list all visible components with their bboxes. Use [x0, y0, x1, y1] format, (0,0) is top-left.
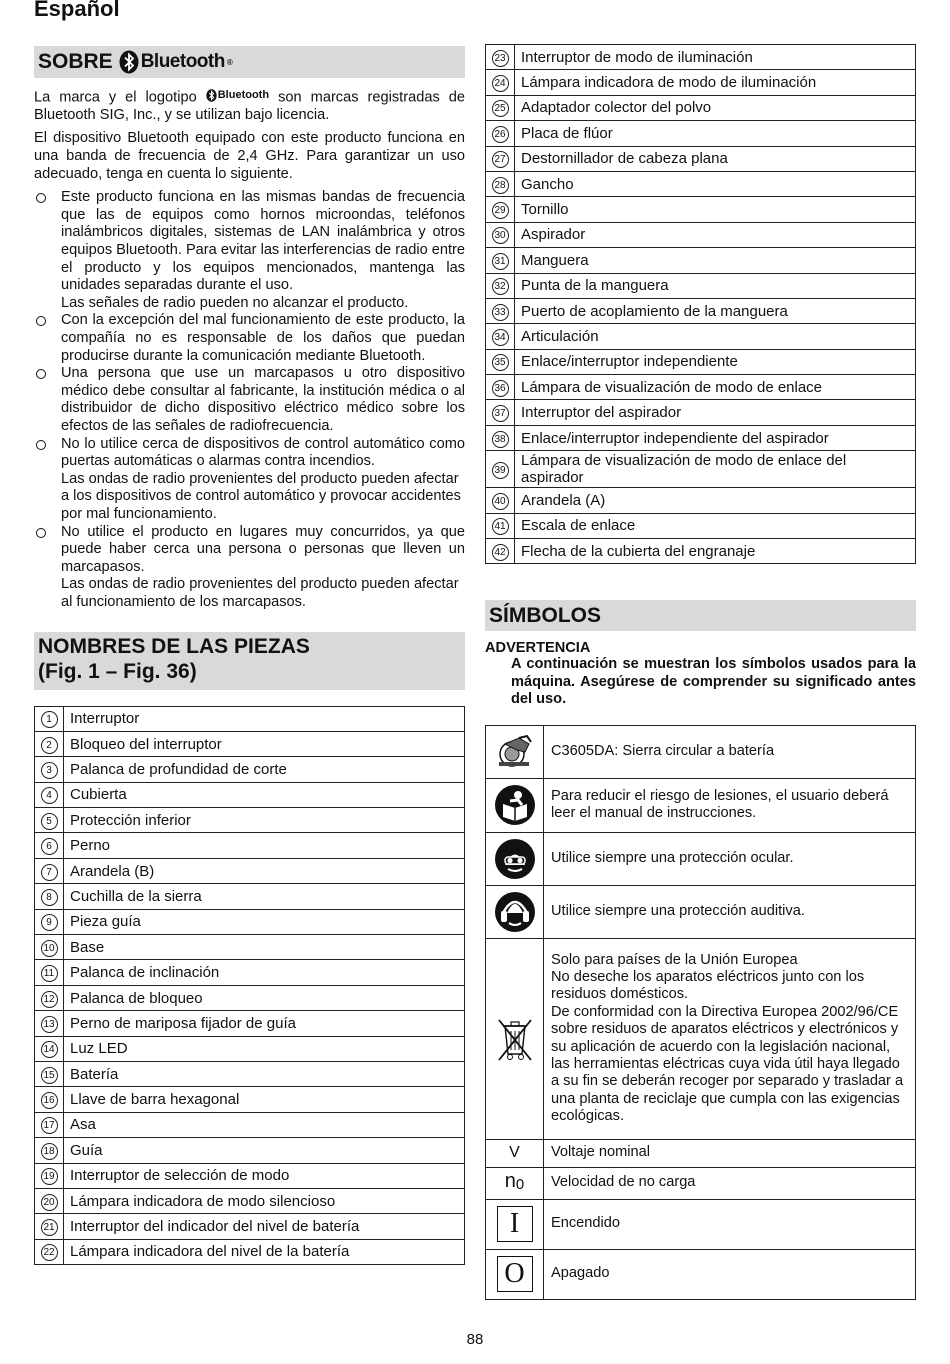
part-number-badge: 36	[492, 380, 509, 397]
part-name: Palanca de profundidad de corte	[64, 757, 465, 782]
part-number-cell	[486, 197, 515, 222]
bluetooth-rune-small-icon	[206, 89, 217, 102]
part-number-cell	[486, 539, 515, 564]
part-name: Pieza guía	[64, 909, 465, 934]
symbol-description: Utilice siempre una protección ocular.	[544, 832, 916, 885]
part-number-badge: 9	[41, 914, 58, 931]
part-number-badge: 37	[492, 405, 509, 422]
symbol-row	[486, 725, 916, 778]
part-name: Interruptor	[64, 706, 465, 731]
part-name: Batería	[64, 1061, 465, 1086]
part-number-cell	[486, 298, 515, 323]
part-number-badge: 33	[492, 304, 509, 321]
symbols-section-heading: SÍMBOLOS	[485, 600, 916, 631]
precaution-note: Las señales de radio pueden no alcanzar el producto.	[61, 294, 409, 311]
part-number-badge: 40	[492, 493, 509, 510]
part-number-cell	[35, 1138, 64, 1163]
part-number-badge: 39	[492, 462, 509, 479]
precaution-item: Con la excepción del mal funcionamiento de este producto, la compañía no es responsable de los daños que puedan producirse durante la comunicación mediante Bluetooth.	[34, 312, 465, 365]
part-name: Cuchilla de la sierra	[64, 884, 465, 909]
symbol-row	[486, 938, 916, 1139]
part-number-badge: 5	[41, 813, 58, 830]
trademark-text-after: son marcas registradas de Bluetooth SIG, Inc., y se utilizan bajo licencia.	[34, 89, 466, 123]
language-heading: Español	[34, 0, 120, 21]
part-row	[486, 425, 916, 450]
symbol-row	[486, 832, 916, 885]
part-name: Perno	[64, 833, 465, 858]
part-number-cell	[486, 248, 515, 273]
part-name: Enlace/interruptor independiente del aspirador	[515, 425, 916, 450]
part-row	[35, 833, 465, 858]
part-row	[35, 985, 465, 1010]
part-row	[486, 171, 916, 196]
bluetooth-section-heading	[34, 46, 465, 78]
part-name: Manguera	[515, 248, 916, 273]
symbol-description: Velocidad de no carga	[544, 1167, 916, 1199]
switch-off-symbol: O	[486, 1249, 544, 1299]
part-name: Luz LED	[64, 1036, 465, 1061]
part-name: Llave de barra hexagonal	[64, 1087, 465, 1112]
weee-line: No deseche los aparatos eléctricos junto con los residuos domésticos.	[551, 969, 865, 1003]
part-row	[486, 70, 916, 95]
read-manual-icon	[486, 778, 544, 832]
part-number-badge: 30	[492, 227, 509, 244]
part-row	[35, 808, 465, 833]
part-name: Punta de la manguera	[515, 273, 916, 298]
part-row	[35, 909, 465, 934]
part-number-cell	[486, 222, 515, 247]
bluetooth-precautions-list	[34, 189, 465, 611]
part-number-cell	[486, 513, 515, 538]
part-row	[486, 248, 916, 273]
part-number-badge: 8	[41, 889, 58, 906]
symbol-description: Encendido	[544, 1199, 916, 1249]
part-name: Lámpara indicadora de modo silencioso	[64, 1188, 465, 1213]
part-name: Articulación	[515, 324, 916, 349]
part-row	[35, 731, 465, 756]
warning-title: ADVERTENCIA	[485, 640, 591, 657]
part-row	[35, 1112, 465, 1137]
part-number-badge: 1	[41, 711, 58, 728]
part-number-badge: 14	[41, 1041, 58, 1058]
part-number-badge: 35	[492, 354, 509, 371]
part-number-cell	[35, 884, 64, 909]
part-name: Protección inferior	[64, 808, 465, 833]
part-number-cell	[35, 808, 64, 833]
part-number-badge: 16	[41, 1092, 58, 1109]
part-number-cell	[35, 1239, 64, 1264]
parts-table-left	[34, 706, 465, 1266]
bluetooth-logo: Bluetooth ®	[119, 50, 233, 74]
part-number-cell	[35, 833, 64, 858]
symbol-description: Apagado	[544, 1249, 916, 1299]
part-name: Lámpara indicadora de modo de iluminación	[515, 70, 916, 95]
part-row	[35, 782, 465, 807]
part-row	[486, 222, 916, 247]
bluetooth-heading-prefix: SOBRE	[38, 50, 113, 73]
part-row	[35, 1138, 465, 1163]
part-row	[486, 197, 916, 222]
part-row	[35, 884, 465, 909]
part-name: Arandela (B)	[64, 858, 465, 883]
part-number-badge: 7	[41, 864, 58, 881]
part-name: Aspirador	[515, 222, 916, 247]
part-number-cell	[35, 731, 64, 756]
part-number-cell	[35, 985, 64, 1010]
part-row	[486, 273, 916, 298]
part-number-cell	[486, 171, 515, 196]
left-column	[34, 46, 465, 1265]
part-name: Adaptador colector del polvo	[515, 95, 916, 120]
bluetooth-logo-text: Bluetooth	[140, 51, 225, 72]
part-row	[35, 757, 465, 782]
part-number-badge: 4	[41, 787, 58, 804]
part-name: Asa	[64, 1112, 465, 1137]
weee-bin-icon	[486, 938, 544, 1139]
switch-on-symbol: I	[486, 1199, 544, 1249]
part-name: Enlace/interruptor independiente	[515, 349, 916, 374]
part-number-badge: 23	[492, 50, 509, 67]
part-number-badge: 27	[492, 151, 509, 168]
part-number-cell	[35, 1036, 64, 1061]
precaution-note: Las ondas de radio provenientes del producto pueden afectar al funcionamiento de los marcapasos.	[61, 576, 459, 610]
part-row	[35, 1214, 465, 1239]
precaution-item: No utilice el producto en lugares muy concurridos, ya que puede haber cerca una persona o personas que lleven un marcapasos. Las ondas de radio provenientes del producto pueden afectar al funcionamiento de los marcapasos.	[34, 524, 465, 612]
part-name: Interruptor del aspirador	[515, 400, 916, 425]
part-number-cell	[35, 1087, 64, 1112]
part-number-badge: 24	[492, 75, 509, 92]
part-name: Palanca de bloqueo	[64, 985, 465, 1010]
part-row	[486, 324, 916, 349]
part-number-badge: 18	[41, 1143, 58, 1160]
part-number-cell	[486, 425, 515, 450]
part-row	[35, 935, 465, 960]
symbol-row	[486, 1139, 916, 1167]
part-row	[486, 488, 916, 513]
part-name: Perno de mariposa fijador de guía	[64, 1011, 465, 1036]
part-row	[486, 539, 916, 564]
part-name: Placa de flúor	[515, 121, 916, 146]
part-number-cell	[35, 706, 64, 731]
trademark-text-before: La marca y el logotipo	[34, 89, 197, 106]
part-number-badge: 41	[492, 518, 509, 535]
part-name: Destornillador de cabeza plana	[515, 146, 916, 171]
part-number-badge: 3	[41, 762, 58, 779]
voltage-symbol: V	[486, 1139, 544, 1167]
part-number-cell	[486, 349, 515, 374]
part-number-badge: 20	[41, 1194, 58, 1211]
warning-text: A continuación se muestran los símbolos usados para la máquina. Asegúrese de comprender su significado antes del uso.	[511, 656, 916, 708]
part-number-cell	[486, 121, 515, 146]
part-number-badge: 32	[492, 278, 509, 295]
eye-protection-icon	[486, 832, 544, 885]
part-row	[486, 45, 916, 70]
part-number-cell	[486, 451, 515, 488]
parts-section-heading	[34, 632, 465, 690]
bluetooth-trademark-paragraph	[34, 87, 465, 124]
part-number-cell	[35, 960, 64, 985]
symbol-description: Para reducir el riesgo de lesiones, el usuario deberá leer el manual de instrucciones.	[544, 778, 916, 832]
symbol-description-weee	[544, 938, 916, 1139]
part-number-cell	[35, 757, 64, 782]
part-row	[35, 858, 465, 883]
part-row	[35, 1061, 465, 1086]
part-name: Guía	[64, 1138, 465, 1163]
part-number-badge: 6	[41, 838, 58, 855]
part-number-cell	[486, 70, 515, 95]
part-row	[35, 1036, 465, 1061]
part-number-badge: 15	[41, 1067, 58, 1084]
parts-heading-line1: NOMBRES DE LAS PIEZAS	[38, 634, 310, 658]
part-number-badge: 13	[41, 1016, 58, 1033]
part-name: Lámpara de visualización de modo de enlace del aspirador	[515, 451, 916, 488]
part-number-badge: 22	[41, 1244, 58, 1261]
part-row	[486, 146, 916, 171]
part-name: Flecha de la cubierta del engranaje	[515, 539, 916, 564]
part-name: Gancho	[515, 171, 916, 196]
part-name: Escala de enlace	[515, 513, 916, 538]
part-row	[35, 1087, 465, 1112]
parts-heading-line2: (Fig. 1 – Fig. 36)	[38, 659, 197, 683]
bluetooth-inline-logo	[206, 87, 269, 105]
part-row	[486, 451, 916, 488]
part-name: Cubierta	[64, 782, 465, 807]
part-name: Base	[64, 935, 465, 960]
part-number-cell	[486, 45, 515, 70]
part-number-badge: 11	[41, 965, 58, 982]
part-number-cell	[486, 324, 515, 349]
bluetooth-frequency-paragraph: El dispositivo Bluetooth equipado con este producto funciona en una banda de frecuencia de 2,4 GHz. Para garantizar un uso adecuado, tenga en cuenta lo siguiente.	[34, 130, 465, 182]
part-number-badge: 2	[41, 737, 58, 754]
part-row	[35, 706, 465, 731]
part-number-badge: 26	[492, 126, 509, 143]
part-number-cell	[35, 1214, 64, 1239]
page-number: 88	[466, 1331, 484, 1348]
part-number-badge: 25	[492, 100, 509, 117]
part-row	[486, 95, 916, 120]
part-number-badge: 19	[41, 1168, 58, 1185]
symbol-row	[486, 885, 916, 938]
part-number-cell	[35, 858, 64, 883]
part-row	[486, 349, 916, 374]
precaution-item: No lo utilice cerca de dispositivos de control automático como puertas automáticas o alarmas contra incendios. Las ondas de radio provenientes del producto pueden afectar a los dispositivos de control automático y provocar accidentes por mal funcionamiento.	[34, 436, 465, 524]
part-row	[486, 298, 916, 323]
part-number-cell	[486, 488, 515, 513]
part-number-badge: 21	[41, 1219, 58, 1236]
right-column	[485, 44, 916, 1300]
parts-table-right	[485, 44, 916, 564]
precaution-item: Este producto funciona en las mismas bandas de frecuencia que las de equipos como hornos microondas, teléfonos inalámbricos digitales, sistemas de LAN inalámbrica y otros equipos Bluetooth. Para evitar las interferencias de radio entre el producto y los equipos mencionados, mantenga las unidades separadas durante el uso. Las señales de radio pueden no alcanzar el producto.	[34, 189, 465, 312]
part-row	[35, 1239, 465, 1264]
part-number-badge: 17	[41, 1117, 58, 1134]
part-number-badge: 34	[492, 329, 509, 346]
part-number-cell	[35, 909, 64, 934]
part-name: Interruptor del indicador del nivel de batería	[64, 1214, 465, 1239]
part-name: Lámpara indicadora del nivel de la batería	[64, 1239, 465, 1264]
part-row	[486, 400, 916, 425]
symbol-row	[486, 778, 916, 832]
part-name: Palanca de inclinación	[64, 960, 465, 985]
part-number-cell	[35, 1163, 64, 1188]
circular-saw-icon	[486, 725, 544, 778]
weee-line: Solo para países de la Unión Europea	[551, 951, 798, 968]
part-row	[486, 513, 916, 538]
part-number-badge: 10	[41, 940, 58, 957]
symbol-row	[486, 1249, 916, 1299]
part-number-cell	[35, 782, 64, 807]
part-number-cell	[35, 1061, 64, 1086]
part-row	[35, 1011, 465, 1036]
symbol-description: Utilice siempre una protección auditiva.	[544, 885, 916, 938]
part-number-cell	[35, 1112, 64, 1137]
part-name: Puerto de acoplamiento de la manguera	[515, 298, 916, 323]
part-number-cell	[486, 400, 515, 425]
no-load-speed-symbol: $n_0$	[486, 1167, 544, 1199]
precaution-note: Las ondas de radio provenientes del producto pueden afectar a los dispositivos de control automático y provocar accidentes por mal funcionamiento.	[61, 470, 461, 522]
precaution-item: Una persona que use un marcapasos u otro dispositivo médico debe consultar al fabricante, la institución médica o al distribuidor de dicho dispositivo eléctrico médico sobre los efectos de las señales de radiofrecuencia.	[34, 365, 465, 435]
part-name: Interruptor de modo de iluminación	[515, 45, 916, 70]
symbol-row	[486, 1199, 916, 1249]
symbol-description: Voltaje nominal	[544, 1139, 916, 1167]
bluetooth-rune-icon	[119, 50, 139, 74]
part-number-badge: 38	[492, 431, 509, 448]
part-number-cell	[35, 1011, 64, 1036]
part-number-badge: 12	[41, 991, 58, 1008]
part-name: Arandela (A)	[515, 488, 916, 513]
part-number-cell	[35, 935, 64, 960]
part-number-badge: 29	[492, 202, 509, 219]
part-number-cell	[486, 273, 515, 298]
part-row	[486, 375, 916, 400]
part-number-cell	[35, 1188, 64, 1213]
part-row	[35, 960, 465, 985]
symbols-table	[485, 725, 916, 1300]
part-name: Tornillo	[515, 197, 916, 222]
part-name: Lámpara de visualización de modo de enlace	[515, 375, 916, 400]
part-number-cell	[486, 95, 515, 120]
symbol-row	[486, 1167, 916, 1199]
bluetooth-inline-logo-text: Bluetooth	[217, 89, 270, 101]
ear-protection-icon	[486, 885, 544, 938]
part-number-cell	[486, 146, 515, 171]
symbol-description: C3605DA: Sierra circular a batería	[544, 725, 916, 778]
part-row	[35, 1188, 465, 1213]
part-number-badge: 28	[492, 177, 509, 194]
weee-line: De conformidad con la Directiva Europea 2002/96/CE sobre residuos de aparatos eléctricos y electrónicos y su aplicación de acuerdo con la legislación nacional, las herramientas eléctricas cuya vida útil haya llegado a su fin se deberán recoger por separado y trasladar a una planta de reciclaje que cumpla con las exigencias ecológicas.	[551, 1003, 904, 1125]
part-number-badge: 31	[492, 253, 509, 270]
part-number-cell	[486, 375, 515, 400]
part-name: Bloqueo del interruptor	[64, 731, 465, 756]
part-row	[35, 1163, 465, 1188]
part-name: Interruptor de selección de modo	[64, 1163, 465, 1188]
part-number-badge: 42	[492, 544, 509, 561]
part-row	[486, 121, 916, 146]
